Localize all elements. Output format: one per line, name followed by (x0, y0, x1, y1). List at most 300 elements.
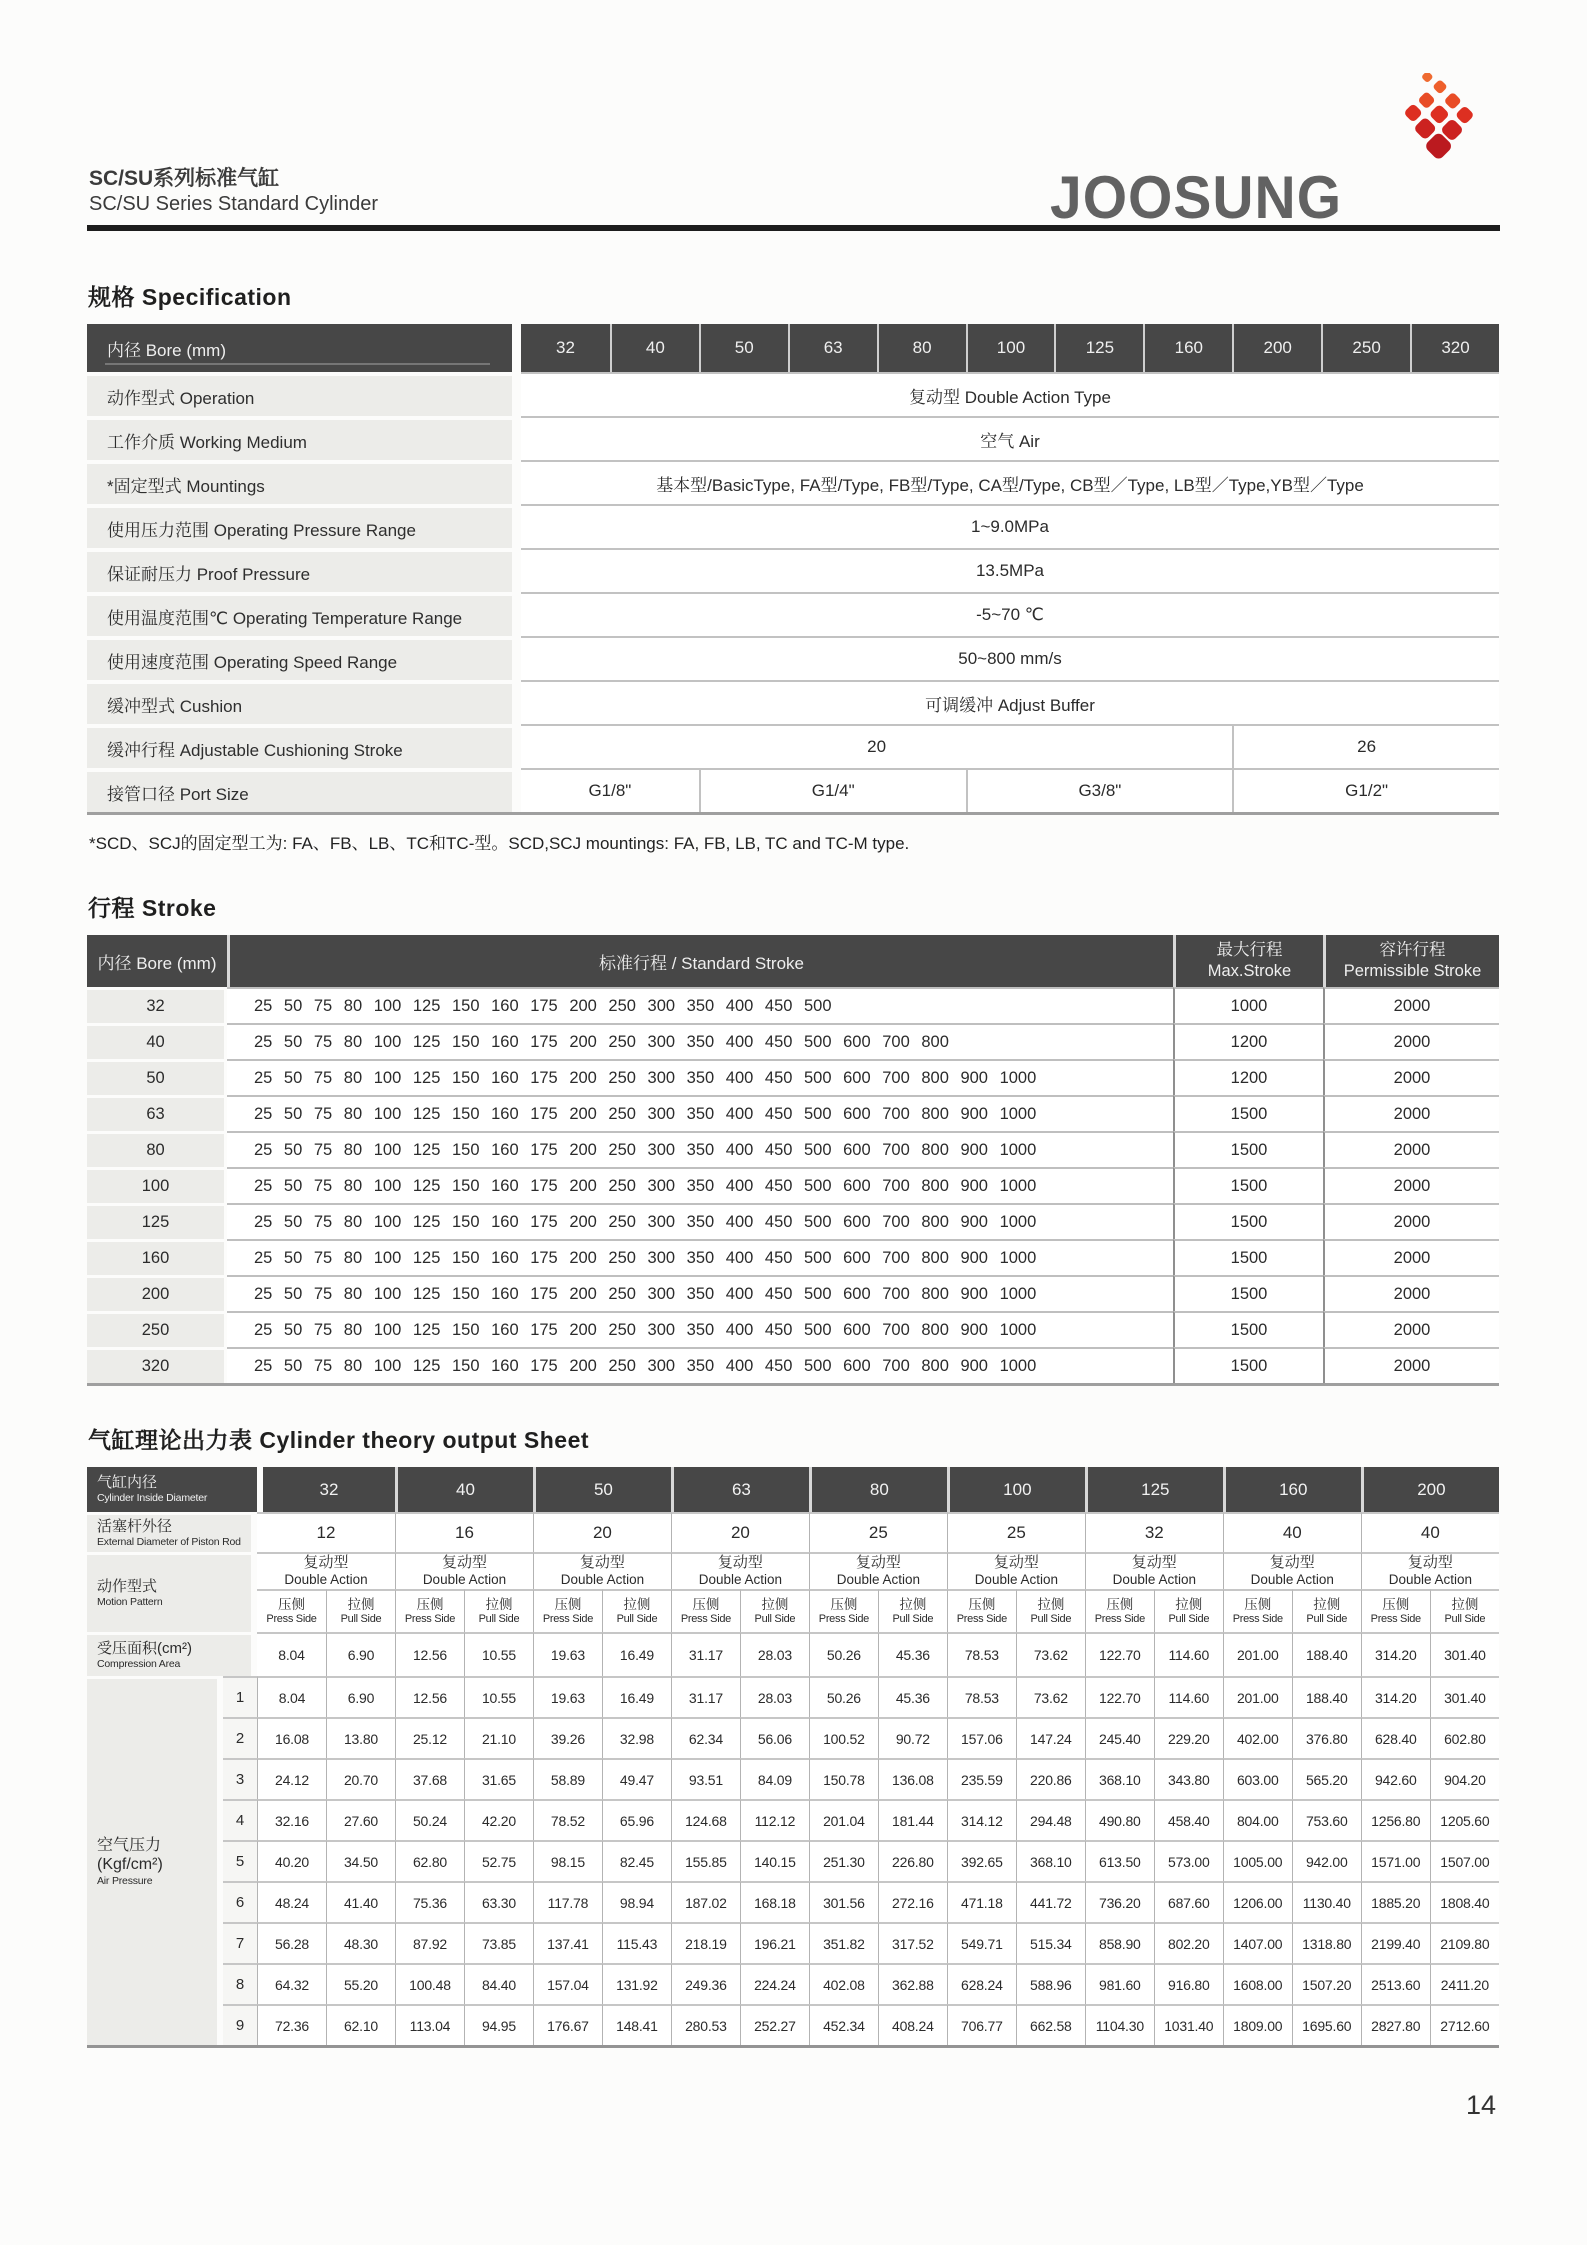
output-value: 515.34 (1016, 1922, 1085, 1963)
output-value: 45.36 (878, 1676, 947, 1717)
output-value: 196.21 (740, 1922, 809, 1963)
logo-mosaic-icon (1374, 73, 1504, 185)
stroke-bore-cell: 50 (87, 1059, 227, 1095)
compression-area-value: 73.62 (1016, 1632, 1085, 1676)
stroke-max-cell: 1500 (1173, 1347, 1323, 1383)
spec-row (87, 680, 1499, 724)
output-value: 573.00 (1154, 1840, 1223, 1881)
stroke-max-cell: 1500 (1173, 1311, 1323, 1347)
pressure-index: 9 (223, 2004, 257, 2045)
output-value: 31.17 (671, 1676, 740, 1717)
page-number: 14 (1465, 2090, 1496, 2120)
output-value: 368.10 (1016, 1840, 1085, 1881)
spec-row-label: 使用速度范围 Operating Speed Range (87, 636, 521, 680)
spec-value-cell: 1~9.0MPa (521, 504, 1499, 548)
rod-diameter-value: 40 (1223, 1512, 1361, 1552)
spec-row-label: 接管口径 Port Size (87, 768, 521, 812)
stroke-max-cell: 1500 (1173, 1167, 1323, 1203)
output-value: 131.92 (602, 1963, 671, 2004)
output-value: 150.78 (809, 1758, 878, 1799)
spec-footnote: *SCD、SCJ的固定型工为: FA、FB、LB、TC和TC-型。SCD,SCJ mountings: FA, FB, LB, TC and TC-M type. (89, 834, 910, 853)
output-value: 176.67 (533, 2004, 602, 2045)
output-value: 8.04 (257, 1676, 326, 1717)
output-value: 301.56 (809, 1881, 878, 1922)
spec-row-label: 使用温度范围℃ Operating Temperature Range (87, 592, 521, 636)
output-value: 49.47 (602, 1758, 671, 1799)
output-value: 904.20 (1430, 1758, 1499, 1799)
compression-area-value: 45.36 (878, 1632, 947, 1676)
output-value: 942.00 (1292, 1840, 1361, 1881)
output-value: 124.68 (671, 1799, 740, 1840)
compression-area-value: 50.26 (809, 1632, 878, 1676)
output-value: 24.12 (257, 1758, 326, 1799)
output-value: 50.24 (395, 1799, 464, 1840)
output-value: 916.80 (1154, 1963, 1223, 2004)
output-area-row (87, 1632, 1499, 1676)
compression-area-value: 201.00 (1223, 1632, 1292, 1676)
rod-diameter-value: 20 (671, 1512, 809, 1552)
compression-area-value: 314.20 (1361, 1632, 1430, 1676)
output-value: 368.10 (1085, 1758, 1154, 1799)
pull-side-cell: 拉侧 Pull Side (1430, 1589, 1499, 1632)
stroke-row (87, 1095, 1499, 1131)
spec-bore-value: 50 (699, 324, 788, 372)
output-bore-value: 160 (1223, 1467, 1361, 1512)
stroke-max-cell: 1500 (1173, 1275, 1323, 1311)
output-value: 2827.80 (1361, 2004, 1430, 2045)
output-value: 317.52 (878, 1922, 947, 1963)
stroke-header-permissible (1323, 935, 1499, 987)
stroke-bore-cell: 160 (87, 1239, 227, 1275)
stroke-standard-cell: 25 50 75 80 100 125 150 160 175 200 250 300 350 400 450 500 600 700 800 900 1000 (227, 1131, 1173, 1167)
spec-value-cell: 26 (1232, 724, 1499, 768)
output-value: 226.80 (878, 1840, 947, 1881)
output-bore-value: 63 (671, 1467, 809, 1512)
spec-value-cell: 空气 Air (521, 416, 1499, 460)
stroke-bore-cell: 40 (87, 1023, 227, 1059)
spec-row (87, 504, 1499, 548)
output-bore-value: 100 (947, 1467, 1085, 1512)
spec-bore-header-label: 内径 Bore (mm) (87, 324, 521, 372)
output-value: 1407.00 (1223, 1922, 1292, 1963)
rod-diameter-value: 40 (1361, 1512, 1499, 1552)
output-value: 19.63 (533, 1676, 602, 1717)
spec-value-cell: -5~70 ℃ (521, 592, 1499, 636)
output-value: 235.59 (947, 1758, 1016, 1799)
stroke-standard-cell: 25 50 75 80 100 125 150 160 175 200 250 300 350 400 450 500 600 700 800 900 1000 (227, 1059, 1173, 1095)
stroke-max-cell: 1200 (1173, 1059, 1323, 1095)
output-motion-row (87, 1552, 1499, 1589)
output-value: 736.20 (1085, 1881, 1154, 1922)
pressure-index: 7 (223, 1922, 257, 1963)
output-rod-label: 活塞杆外径 External Diameter of Piston Rod (87, 1512, 257, 1552)
output-value: 613.50 (1085, 1840, 1154, 1881)
stroke-row (87, 987, 1499, 1023)
output-value: 218.19 (671, 1922, 740, 1963)
output-value: 168.18 (740, 1881, 809, 1922)
output-value: 201.00 (1223, 1676, 1292, 1717)
spec-row-label: 保证耐压力 Proof Pressure (87, 548, 521, 592)
spec-row-label: 工作介质 Working Medium (87, 416, 521, 460)
output-value: 1809.00 (1223, 2004, 1292, 2045)
output-value: 155.85 (671, 1840, 740, 1881)
output-value: 98.94 (602, 1881, 671, 1922)
output-value: 343.80 (1154, 1758, 1223, 1799)
motion-type-cell: 复动型 Double Action (533, 1552, 671, 1589)
page-header (87, 0, 1500, 231)
stroke-permissible-cell: 2000 (1323, 1095, 1499, 1131)
stroke-row (87, 1059, 1499, 1095)
compression-area-value: 6.90 (326, 1632, 395, 1676)
stroke-permissible-cell: 2000 (1323, 1059, 1499, 1095)
output-value: 181.44 (878, 1799, 947, 1840)
output-value: 136.08 (878, 1758, 947, 1799)
output-value: 75.36 (395, 1881, 464, 1922)
output-value: 565.20 (1292, 1758, 1361, 1799)
output-value: 93.51 (671, 1758, 740, 1799)
output-value: 63.30 (464, 1881, 533, 1922)
compression-area-value: 19.63 (533, 1632, 602, 1676)
pull-side-cell: 拉侧 Pull Side (1292, 1589, 1361, 1632)
pull-side-cell: 拉侧 Pull Side (740, 1589, 809, 1632)
output-pressure-row (87, 1840, 1499, 1881)
rod-diameter-value: 25 (809, 1512, 947, 1552)
output-value: 84.09 (740, 1758, 809, 1799)
output-value: 62.10 (326, 2004, 395, 2045)
output-value: 252.27 (740, 2004, 809, 2045)
output-value: 1206.00 (1223, 1881, 1292, 1922)
output-value: 220.86 (1016, 1758, 1085, 1799)
output-value: 188.40 (1292, 1676, 1361, 1717)
output-value: 114.60 (1154, 1676, 1223, 1717)
motion-type-cell: 复动型 Double Action (1361, 1552, 1499, 1589)
stroke-standard-cell: 25 50 75 80 100 125 150 160 175 200 250 300 350 400 450 500 600 700 800 900 1000 (227, 1239, 1173, 1275)
output-value: 2109.80 (1430, 1922, 1499, 1963)
output-value: 48.24 (257, 1881, 326, 1922)
output-value: 50.26 (809, 1676, 878, 1717)
output-value: 392.65 (947, 1840, 1016, 1881)
rod-diameter-value: 12 (257, 1512, 395, 1552)
pull-side-cell: 拉侧 Pull Side (1016, 1589, 1085, 1632)
output-value: 2199.40 (1361, 1922, 1430, 1963)
stroke-bore-cell: 200 (87, 1275, 227, 1311)
spec-table (87, 324, 1499, 815)
output-value: 1808.40 (1430, 1881, 1499, 1922)
press-side-cell: 压侧 Press Side (1085, 1589, 1154, 1632)
stroke-max-cell: 1500 (1173, 1131, 1323, 1167)
output-value: 78.52 (533, 1799, 602, 1840)
stroke-standard-cell: 25 50 75 80 100 125 150 160 175 200 250 300 350 400 450 500 600 700 800 900 1000 (227, 1311, 1173, 1347)
compression-area-value: 10.55 (464, 1632, 533, 1676)
output-value: 1507.20 (1292, 1963, 1361, 2004)
press-side-cell: 压侧 Press Side (809, 1589, 878, 1632)
stroke-bore-cell: 125 (87, 1203, 227, 1239)
output-value: 549.71 (947, 1922, 1016, 1963)
output-value: 115.43 (602, 1922, 671, 1963)
spec-body (87, 372, 1499, 812)
motion-type-cell: 复动型 Double Action (1223, 1552, 1361, 1589)
pressure-index: 8 (223, 1963, 257, 2004)
output-value: 84.40 (464, 1963, 533, 2004)
output-value: 48.30 (326, 1922, 395, 1963)
output-value: 753.60 (1292, 1799, 1361, 1840)
stroke-permissible-cell: 2000 (1323, 1023, 1499, 1059)
spec-value-cell: G3/8" (966, 768, 1233, 812)
logo-text: JOOSUNG (1050, 164, 1343, 232)
output-value: 1318.80 (1292, 1922, 1361, 1963)
output-value: 56.28 (257, 1922, 326, 1963)
output-value: 27.60 (326, 1799, 395, 1840)
stroke-bore-cell: 80 (87, 1131, 227, 1167)
output-value: 42.20 (464, 1799, 533, 1840)
output-value: 490.80 (1085, 1799, 1154, 1840)
output-value: 314.12 (947, 1799, 1016, 1840)
compression-area-value: 78.53 (947, 1632, 1016, 1676)
output-value: 588.96 (1016, 1963, 1085, 2004)
spec-row-label: 使用压力范围 Operating Pressure Range (87, 504, 521, 548)
section-title-stroke: 行程 Stroke (88, 895, 217, 921)
output-rod-row (87, 1512, 1499, 1552)
spec-row (87, 460, 1499, 504)
output-value: 249.36 (671, 1963, 740, 2004)
compression-area-value: 122.70 (1085, 1632, 1154, 1676)
pull-side-cell: 拉侧 Pull Side (878, 1589, 947, 1632)
section-title-output: 气缸理论出力表 Cylinder theory output Sheet (88, 1427, 590, 1453)
output-value: 224.24 (740, 1963, 809, 2004)
pull-side-cell: 拉侧 Pull Side (1154, 1589, 1223, 1632)
spec-value-cell: 20 (521, 724, 1232, 768)
output-pressure-row (87, 1676, 1499, 1717)
pull-side-cell: 拉侧 Pull Side (326, 1589, 395, 1632)
stroke-row (87, 1347, 1499, 1383)
output-value: 6.90 (326, 1676, 395, 1717)
output-value: 12.56 (395, 1676, 464, 1717)
motion-type-cell: 复动型 Double Action (671, 1552, 809, 1589)
output-value: 1695.60 (1292, 2004, 1361, 2045)
press-side-cell: 压侧 Press Side (1223, 1589, 1292, 1632)
output-value: 56.06 (740, 1717, 809, 1758)
stroke-body (87, 987, 1499, 1383)
output-value: 25.12 (395, 1717, 464, 1758)
output-value: 65.96 (602, 1799, 671, 1840)
output-value: 112.12 (740, 1799, 809, 1840)
spec-value-cell: 基本型/BasicType, FA型/Type, FB型/Type, CA型/Type, CB型／Type, LB型／Type,YB型／Type (521, 460, 1499, 504)
stroke-row (87, 1023, 1499, 1059)
stroke-standard-cell: 25 50 75 80 100 125 150 160 175 200 250 300 350 400 450 500 600 700 800 900 1000 (227, 1347, 1173, 1383)
spec-row (87, 372, 1499, 416)
compression-area-value: 28.03 (740, 1632, 809, 1676)
output-pressure-row (87, 2004, 1499, 2045)
output-value: 201.04 (809, 1799, 878, 1840)
spec-row-label: 缓冲行程 Adjustable Cushioning Stroke (87, 724, 521, 768)
pull-side-cell: 拉侧 Pull Side (602, 1589, 671, 1632)
air-pressure-label: 空气压力 (Kgf/cm²) Air Pressure (87, 1676, 223, 2045)
press-side-cell: 压侧 Press Side (395, 1589, 464, 1632)
output-value: 31.65 (464, 1758, 533, 1799)
output-value: 858.90 (1085, 1922, 1154, 1963)
spec-bore-value: 40 (610, 324, 699, 372)
output-value: 55.20 (326, 1963, 395, 2004)
stroke-standard-cell: 25 50 75 80 100 125 150 160 175 200 250 300 350 400 450 500 600 700 800 900 1000 (227, 1275, 1173, 1311)
output-value: 20.70 (326, 1758, 395, 1799)
stroke-permissible-cell: 2000 (1323, 987, 1499, 1023)
spec-bore-value: 80 (877, 324, 966, 372)
output-value: 52.75 (464, 1840, 533, 1881)
output-value: 1104.30 (1085, 2004, 1154, 2045)
output-value: 662.58 (1016, 2004, 1085, 2045)
output-value: 1130.40 (1292, 1881, 1361, 1922)
pressure-index: 1 (223, 1676, 257, 1717)
stroke-bore-cell: 32 (87, 987, 227, 1023)
output-value: 687.60 (1154, 1881, 1223, 1922)
output-value: 73.85 (464, 1922, 533, 1963)
output-value: 100.52 (809, 1717, 878, 1758)
stroke-standard-cell: 25 50 75 80 100 125 150 160 175 200 250 300 350 400 450 500 (227, 987, 1173, 1023)
output-value: 441.72 (1016, 1881, 1085, 1922)
compression-area-value: 8.04 (257, 1632, 326, 1676)
spec-bore-value: 100 (966, 324, 1055, 372)
doc-titles (89, 166, 378, 217)
output-value: 90.72 (878, 1717, 947, 1758)
pressure-index: 3 (223, 1758, 257, 1799)
output-value: 942.60 (1361, 1758, 1430, 1799)
pressure-index: 6 (223, 1881, 257, 1922)
rod-diameter-value: 32 (1085, 1512, 1223, 1552)
output-value: 28.03 (740, 1676, 809, 1717)
output-value: 157.06 (947, 1717, 1016, 1758)
output-value: 452.34 (809, 2004, 878, 2045)
stroke-max-cell: 1500 (1173, 1095, 1323, 1131)
pressure-index: 4 (223, 1799, 257, 1840)
output-value: 122.70 (1085, 1676, 1154, 1717)
output-value: 16.08 (257, 1717, 326, 1758)
stroke-max-cell: 1500 (1173, 1239, 1323, 1275)
compression-area-value: 114.60 (1154, 1632, 1223, 1676)
stroke-standard-cell: 25 50 75 80 100 125 150 160 175 200 250 300 350 400 450 500 600 700 800 900 1000 (227, 1095, 1173, 1131)
output-value: 73.62 (1016, 1676, 1085, 1717)
output-value: 82.45 (602, 1840, 671, 1881)
output-bore-value: 125 (1085, 1467, 1223, 1512)
output-pressure-row (87, 1963, 1499, 2004)
press-side-cell: 压侧 Press Side (671, 1589, 740, 1632)
stroke-permissible-cell: 2000 (1323, 1347, 1499, 1383)
stroke-permissible-cell: 2000 (1323, 1239, 1499, 1275)
output-value: 21.10 (464, 1717, 533, 1758)
output-value: 1608.00 (1223, 1963, 1292, 2004)
spec-value-cell: G1/2" (1232, 768, 1499, 812)
output-value: 62.80 (395, 1840, 464, 1881)
compression-area-value: 301.40 (1430, 1632, 1499, 1676)
output-bore-value: 50 (533, 1467, 671, 1512)
output-pressure-row (87, 1922, 1499, 1963)
output-value: 34.50 (326, 1840, 395, 1881)
output-value: 603.00 (1223, 1758, 1292, 1799)
compression-area-value: 31.17 (671, 1632, 740, 1676)
spec-row (87, 592, 1499, 636)
stroke-header-row (87, 935, 1499, 987)
spec-row (87, 548, 1499, 592)
output-value: 1885.20 (1361, 1881, 1430, 1922)
output-value: 87.92 (395, 1922, 464, 1963)
rod-diameter-value: 20 (533, 1512, 671, 1552)
pull-side-cell: 拉侧 Pull Side (464, 1589, 533, 1632)
output-pressure-row (87, 1717, 1499, 1758)
output-value: 100.48 (395, 1963, 464, 2004)
output-value: 981.60 (1085, 1963, 1154, 2004)
press-side-cell: 压侧 Press Side (533, 1589, 602, 1632)
spec-bore-value: 32 (521, 324, 610, 372)
doc-title-zh: SC/SU系列标准气缸 (89, 166, 280, 190)
stroke-bore-cell: 100 (87, 1167, 227, 1203)
press-side-cell: 压侧 Press Side (947, 1589, 1016, 1632)
output-value: 72.36 (257, 2004, 326, 2045)
output-table (87, 1467, 1499, 2048)
output-value: 98.15 (533, 1840, 602, 1881)
output-value: 1571.00 (1361, 1840, 1430, 1881)
stroke-row (87, 1131, 1499, 1167)
output-value: 1256.80 (1361, 1799, 1430, 1840)
stroke-header-max-zh: 最大行程 (1216, 941, 1283, 960)
spec-value-cell: 13.5MPa (521, 548, 1499, 592)
output-value: 148.41 (602, 2004, 671, 2045)
stroke-standard-cell: 25 50 75 80 100 125 150 160 175 200 250 300 350 400 450 500 600 700 800 900 1000 (227, 1203, 1173, 1239)
output-bore-value: 32 (257, 1467, 395, 1512)
output-value: 301.40 (1430, 1676, 1499, 1717)
spec-row-label: 动作型式 Operation (87, 372, 521, 416)
stroke-permissible-cell: 2000 (1323, 1167, 1499, 1203)
output-value: 1507.00 (1430, 1840, 1499, 1881)
spec-bore-value: 320 (1410, 324, 1499, 372)
stroke-permissible-cell: 2000 (1323, 1131, 1499, 1167)
motion-type-cell: 复动型 Double Action (395, 1552, 533, 1589)
spec-value-cell: 可调缓冲 Adjust Buffer (521, 680, 1499, 724)
motion-type-cell: 复动型 Double Action (257, 1552, 395, 1589)
spec-bore-value: 250 (1321, 324, 1410, 372)
spec-row-label: *固定型式 Mountings (87, 460, 521, 504)
stroke-bore-cell: 320 (87, 1347, 227, 1383)
spec-bore-value: 125 (1054, 324, 1143, 372)
stroke-header-max-en: Max.Stroke (1207, 962, 1292, 980)
brand-logo (1050, 91, 1500, 232)
spec-header-row (87, 324, 1499, 372)
output-value: 2411.20 (1430, 1963, 1499, 2004)
output-value: 117.78 (533, 1881, 602, 1922)
stroke-standard-cell: 25 50 75 80 100 125 150 160 175 200 250 300 350 400 450 500 600 700 800 900 1000 (227, 1167, 1173, 1203)
output-value: 294.48 (1016, 1799, 1085, 1840)
output-value: 245.40 (1085, 1717, 1154, 1758)
output-value: 802.20 (1154, 1922, 1223, 1963)
motion-type-cell: 复动型 Double Action (1085, 1552, 1223, 1589)
output-value: 78.53 (947, 1676, 1016, 1717)
stroke-max-cell: 1500 (1173, 1203, 1323, 1239)
stroke-header-permissible-en: Permissible Stroke (1343, 962, 1482, 980)
compression-area-value: 12.56 (395, 1632, 464, 1676)
output-value: 113.04 (395, 2004, 464, 2045)
spec-row (87, 724, 1499, 768)
stroke-header-max (1173, 935, 1323, 987)
output-value: 16.49 (602, 1676, 671, 1717)
stroke-standard-cell: 25 50 75 80 100 125 150 160 175 200 250 300 350 400 450 500 600 700 800 (227, 1023, 1173, 1059)
output-value: 376.80 (1292, 1717, 1361, 1758)
doc-title-en: SC/SU Series Standard Cylinder (89, 193, 379, 215)
stroke-header-bore: 内径 Bore (mm) (87, 935, 227, 987)
output-value: 187.02 (671, 1881, 740, 1922)
spec-value-cell: G1/8" (521, 768, 699, 812)
stroke-bore-cell: 63 (87, 1095, 227, 1131)
output-value: 272.16 (878, 1881, 947, 1922)
stroke-max-cell: 1200 (1173, 1023, 1323, 1059)
output-bore-label: 气缸内径 Cylinder Inside Diameter (87, 1467, 257, 1512)
